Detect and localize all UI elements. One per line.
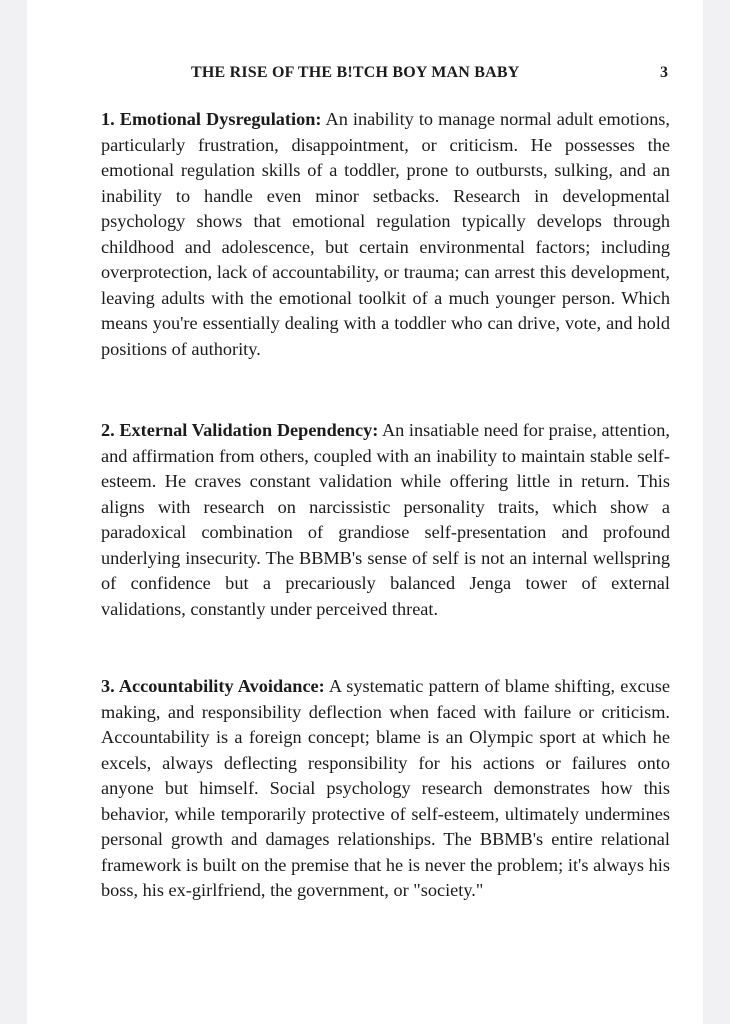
section-term: 1. Emotional Dysregulation: [101,109,322,129]
book-page [27,0,703,1024]
section-body: An inability to manage normal adult emotions, particularly frustration, disappointment, or criticism. He possesses the emotional regulation skills of a toddler, prone to outbursts, sulking, and an inability to handle even minor setbacks. Research in developmental psychology shows that emotional regulation typically develops through childhood and adolescence, but certain environmental factors; including overprotection, lack of accountability, or trauma; can arrest this development, leaving adults with the emotional toolkit of a much younger person. Which means you're essentially dealing with a toddler who can drive, vote, and hold positions of authority. [101,109,670,359]
section-term: 3. Accountability Avoidance: [101,676,325,696]
page-number: 3 [660,64,668,81]
section-body: A systematic pattern of blame shifting, excuse making, and responsibility deflection when faced with failure or criticism. Accountability is a foreign concept; blame is an Olympic sport at which he excels, always deflecting responsibility for his actions or failures onto anyone but himself. Social psychology research demonstrates how this behavior, while temporarily protective of self-esteem, ultimately undermines personal growth and damages relationships. The BBMB's entire relational framework is built on the premise that he is never the problem; it's always his boss, his ex-girlfriend, the government, or "society." [101,676,670,900]
section-accountability-avoidance [101,674,670,904]
section-external-validation-dependency [101,418,670,622]
running-title: THE RISE OF THE B!TCH BOY MAN BABY [191,64,520,81]
section-term: 2. External Validation Dependency: [101,420,379,440]
section-body: An insatiable need for praise, attention, and affirmation from others, coupled with an inability to maintain stable self-esteem. He craves constant validation while offering little in return. This aligns with research on narcissistic personality traits, which show a paradoxical combination of grandiose self-presentation and profound underlying insecurity. The BBMB's sense of self is not an internal wellspring of confidence but a precariously balanced Jenga tower of external validations, constantly under perceived threat. [101,420,670,619]
section-emotional-dysregulation [101,107,670,362]
running-header [101,64,670,84]
